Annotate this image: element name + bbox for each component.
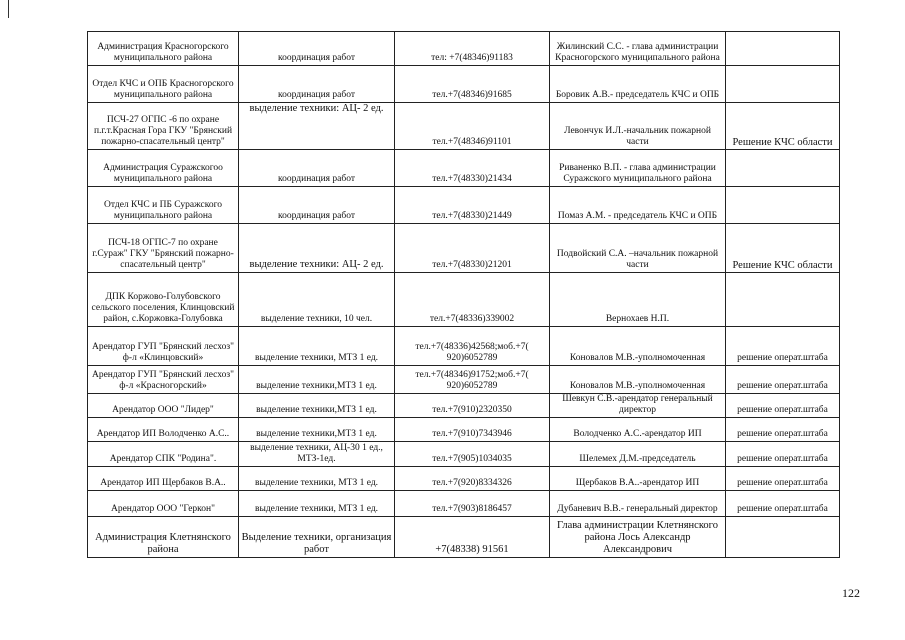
- table-row: [88, 273, 840, 327]
- org-cell: Администрация Суражскогоо муниципального района: [88, 150, 239, 187]
- phone-cell: тел.+7(905)1034035: [395, 442, 550, 467]
- page-number: 122: [842, 586, 860, 600]
- contact-cell: Володченко А.С.-арендатор ИП: [550, 418, 726, 442]
- org-cell: Отдел КЧС и ОПБ Красногорского муниципального района: [88, 66, 239, 103]
- contact-cell: Боровик А.В.- председатель КЧС и ОПБ: [550, 66, 726, 103]
- basis-cell: [726, 32, 840, 66]
- contact-cell: Левончук И.Л.-начальник пожарной части: [550, 103, 726, 150]
- resources-table: [87, 31, 840, 558]
- task-cell: выделение техники,МТЗ 1 ед.: [239, 366, 395, 394]
- org-cell: Арендатор ИП Володченко А.С..: [88, 418, 239, 442]
- basis-cell: [726, 66, 840, 103]
- basis-cell: решение операт.штаба: [726, 366, 840, 394]
- task-cell: выделение техники, МТЗ 1 ед.: [239, 327, 395, 366]
- phone-cell: +7(48338) 91561: [395, 517, 550, 558]
- org-cell: Арендатор ГУП "Брянский лесхоз" ф-л «Красногорский»: [88, 366, 239, 394]
- table-row: [88, 224, 840, 273]
- contact-cell: Вернохаев Н.П.: [550, 273, 726, 327]
- table-row: [88, 32, 840, 66]
- phone-cell: тел.+7(48336)42568;моб.+7( 920)6052789: [395, 327, 550, 366]
- phone-cell: тел.+7(48336)339002: [395, 273, 550, 327]
- basis-cell: решение операт.штаба: [726, 327, 840, 366]
- table-row: [88, 150, 840, 187]
- contact-cell: Глава администрации Клетнянского района Лось Александр Александрович: [550, 517, 726, 558]
- task-cell: Выделение техники, организация работ: [239, 517, 395, 558]
- basis-cell: решение операт.штаба: [726, 418, 840, 442]
- phone-cell: тел: +7(48346)91183: [395, 32, 550, 66]
- org-cell: Арендатор ГУП "Брянский лесхоз" ф-л «Клинцовский»: [88, 327, 239, 366]
- basis-cell: решение операт.штаба: [726, 442, 840, 467]
- org-cell: Арендатор ООО "Геркон": [88, 491, 239, 517]
- phone-cell: тел.+7(910)2320350: [395, 394, 550, 418]
- table-row: [88, 394, 840, 418]
- org-cell: ДПК Коржово-Голубовского сельского поселения, Клинцовский район, с.Коржовка-Голубовка: [88, 273, 239, 327]
- org-cell: Администрация Красногорского муниципального района: [88, 32, 239, 66]
- org-cell: ПСЧ-27 ОГПС -6 по охране п.г.т.Красная Гора ГКУ "Брянский пожарно-спасательный центр": [88, 103, 239, 150]
- basis-cell: [726, 150, 840, 187]
- contact-cell: Коновалов М.В.-уполномоченная: [550, 366, 726, 394]
- basis-cell: [726, 517, 840, 558]
- task-cell: выделение техники, МТЗ 1 ед.: [239, 467, 395, 491]
- task-cell: выделение техники,МТЗ 1 ед.: [239, 394, 395, 418]
- task-cell: координация работ: [239, 66, 395, 103]
- basis-cell: решение операт.штаба: [726, 394, 840, 418]
- basis-cell: решение операт.штаба: [726, 467, 840, 491]
- task-cell: координация работ: [239, 187, 395, 224]
- basis-cell: решение операт.штаба: [726, 491, 840, 517]
- phone-cell: тел.+7(48346)91752;моб.+7( 920)6052789: [395, 366, 550, 394]
- table-row: [88, 442, 840, 467]
- contact-cell: Риваненко В.П. - глава администрации Суражского муниципального района: [550, 150, 726, 187]
- contact-cell: Щербаков В.А..-арендатор ИП: [550, 467, 726, 491]
- org-cell: Арендатор ООО "Лидер": [88, 394, 239, 418]
- contact-cell: Шелемех Д.М.-председатель: [550, 442, 726, 467]
- margin-mark: [8, 0, 9, 18]
- org-cell: Администрация Клетнянского района: [88, 517, 239, 558]
- contact-cell: Дубаневич В.В.- генеральный директор: [550, 491, 726, 517]
- org-cell: Арендатор СПК "Родина".: [88, 442, 239, 467]
- contact-cell: Подвойский С.А. –начальник пожарной части: [550, 224, 726, 273]
- basis-cell: [726, 187, 840, 224]
- table-row: [88, 491, 840, 517]
- org-cell: ПСЧ-18 ОГПС-7 по охране г.Сураж" ГКУ "Брянский пожарно-спасательный центр": [88, 224, 239, 273]
- phone-cell: тел.+7(910)7343946: [395, 418, 550, 442]
- task-cell: координация работ: [239, 32, 395, 66]
- org-cell: Отдел КЧС и ПБ Суражского муниципального района: [88, 187, 239, 224]
- table-row: [88, 187, 840, 224]
- basis-cell: Решение КЧС области: [726, 103, 840, 150]
- phone-cell: тел.+7(903)8186457: [395, 491, 550, 517]
- task-cell: координация работ: [239, 150, 395, 187]
- basis-cell: Решение КЧС области: [726, 224, 840, 273]
- task-cell: выделение техники: АЦ- 2 ед.: [239, 103, 395, 150]
- contact-cell: Помаз А.М. - председатель КЧС и ОПБ: [550, 187, 726, 224]
- phone-cell: тел.+7(920)8334326: [395, 467, 550, 491]
- phone-cell: тел.+7(48330)21449: [395, 187, 550, 224]
- task-cell: выделение техники: АЦ- 2 ед.: [239, 224, 395, 273]
- contact-cell: Жилинский С.С. - глава администрации Красногорского муниципального района: [550, 32, 726, 66]
- table-row: [88, 366, 840, 394]
- phone-cell: тел.+7(48346)91685: [395, 66, 550, 103]
- table-row: [88, 517, 840, 558]
- table-row: [88, 418, 840, 442]
- task-cell: выделение техники, АЦ-30 1 ед., МТЗ-1ед.: [239, 442, 395, 467]
- contact-cell: Шевкун С.В.-арендатор генеральный директор: [550, 394, 726, 418]
- table-row: [88, 66, 840, 103]
- org-cell: Арендатор ИП Щербаков В.А..: [88, 467, 239, 491]
- table-row: [88, 467, 840, 491]
- task-cell: выделение техники, 10 чел.: [239, 273, 395, 327]
- basis-cell: [726, 273, 840, 327]
- table-row: [88, 327, 840, 366]
- table-row: [88, 103, 840, 150]
- task-cell: выделение техники, МТЗ 1 ед.: [239, 491, 395, 517]
- phone-cell: тел.+7(48330)21434: [395, 150, 550, 187]
- phone-cell: тел.+7(48330)21201: [395, 224, 550, 273]
- phone-cell: тел.+7(48346)91101: [395, 103, 550, 150]
- task-cell: выделение техники,МТЗ 1 ед.: [239, 418, 395, 442]
- contact-cell: Коновалов М.В.-уполномоченная: [550, 327, 726, 366]
